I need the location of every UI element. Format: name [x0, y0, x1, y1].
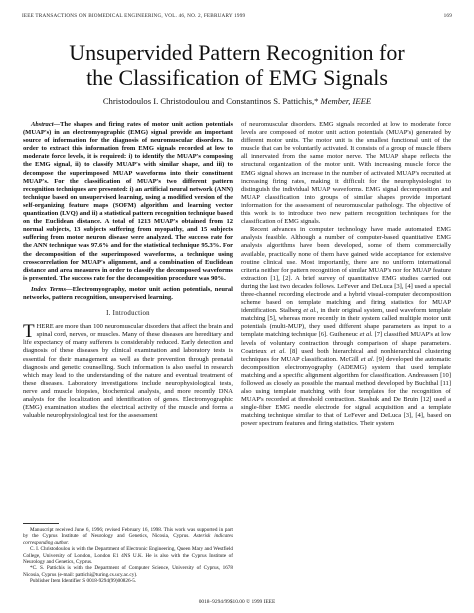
journal-header: IEEE TRANSACTIONS ON BIOMEDICAL ENGINEERING, VOL. 46, NO. 2, FEBRUARY 1999	[22, 13, 246, 19]
paper-title	[0, 40, 474, 90]
author-names: Christodoulos I. Christodoulou and Constantinos S. Pattichis,*	[102, 96, 319, 106]
running-header	[22, 13, 452, 19]
footnote-divider	[23, 523, 59, 524]
page-number: 169	[443, 13, 452, 19]
right-column	[241, 121, 451, 429]
drop-cap: T	[23, 321, 35, 343]
section-heading: I. Introduction	[106, 310, 150, 318]
paragraph-2-part-b: , in their original system, used waveform template matching [5], whereas more recently in their system called multiple motor unit potentials (multi-MUP), they used different shape parameters as input to a template matching technique [6]. Guiheneuc	[241, 307, 452, 339]
paragraph-2-part-d: [8] used both hierarchical and nonhierarchical clustering techniques for MUAP classification. McGill	[241, 347, 451, 363]
footnote-publisher-id: Publisher Item Identifier S 0018-9294(99)00826-5.	[30, 578, 137, 585]
paragraph-2-part-a: Recent advances in computer technology have made automated EMG analysis feasible. Although a number of computer-based quantitative EMG analysis algorithms have been developed, some of them commercially available, practically none of them have gained wide acceptance for extensive routine clinical use. Most importantly, there are no uniform international criteria neither for pattern recognition of similar MUAP's nor for MUAP feature extraction [1], [2]. A brief survey of quantitative EMG studies carried out during the last two decades follows. LeFever and DeLuca [3], [4] used a special three-channel recording electrode and a hybrid visual-computer decomposition scheme based on template matching and firing statistics for MUAP identification. Stalberg	[241, 226, 451, 315]
authors	[0, 96, 474, 106]
intro-text: HERE are more than 100 neuromuscular disorders that affect the brain and spinal cord, nerves, or muscles. Many of these diseases are hereditary and life expectancy of many sufferers is considerably reduced. Early detection and diagnosis of these diseases by clinical examination and laboratory tests is essential for their management as well as their prevention through prenatal diagnosis and genetic counselling. Such information is also useful in research which may lead to the understanding of the nature and eventual treatment of these diseases. Laboratory investigations include neurophysiological tests, nerve and muscle biopsies, biochemical analysis, and more recently DNA analysis for the localization and identification of genes. Electromyographic (EMG) examination studies the electrical activity of the muscle and forms a valuable neurophysiological test for the assessment	[23, 323, 233, 420]
index-terms-label: Index Terms—	[31, 285, 73, 293]
index-terms	[23, 286, 233, 302]
et-al-4: et al.	[360, 355, 375, 363]
title-line-2: the Classification of EMG Signals	[86, 65, 388, 90]
copyright-footer: 0018–9294/99$10.00 © 1999 IEEE	[198, 599, 276, 605]
intro-paragraph	[23, 323, 233, 420]
right-paragraph-1: of neuromuscular disorders. EMG signals recorded at low to moderate force levels are composed of motor unit action potentials (MUAP's) generated by different motor units. The motor unit is the smallest functional unit of the muscle that can be voluntarily activated. It consists of a group of muscle fibers all innervated from the same motor nerve. The MUAP shape reflects the structural organization of the motor unit. With increasing muscle force the EMG signal shows an increase in the number of activated MUAP's recruited at increasing firing rates, making it difficult for the neurophysiologist to distinguish the individual MUAP waveforms. EMG signal decomposition and MUAP classification into groups of similar shapes provide important information for the assessment of neuromuscular pathology. The objective of this work is to introduce two new pattern recognition techniques for the classification of EMG signals.	[241, 121, 451, 226]
footnote-author-1: C. I. Christodoulou is with the Department of Electronic Engineering, Queen Mary and Westfield College, University of London, London E1 4NS U.K. He is also with the Cyprus Institute of Neurology and Genetics, Cyprus.	[23, 546, 233, 566]
index-terms-text: Electromyography, motor unit action potentials, neural networks, pattern recognition, unsupervised learning.	[23, 285, 233, 301]
footnotes	[23, 527, 233, 585]
title-line-1: Unsupervided Pattern Recognition for	[69, 40, 405, 65]
left-column	[23, 121, 233, 420]
footnote-asterisk-note: Asterisk indicates corresponding author.	[23, 533, 233, 546]
footnote-author-2: *C. S. Pattichis is with the Department of Computer Science, University of Cyprus, 1678 Nicosia, Cyprus (e-mail: pattichi@turing.cs.ucy.ac.cy).	[23, 565, 233, 578]
paragraph-2-part-e: [9] developed the automatic decomposition electromyography (ADEMG) system that used template matching and a specific alignment algorithm for classification. Andreassen [10] followed as closely as possible the manual method developed by Buchthal [11] also using template matching with four templates for the recognition of MUAP's recorded at threshold contraction. Stashuk and De Bruin [12] used a single-fiber EMG needle electrode for signal acquisition and a template matching technique similar to that of LeFever and DeLuca [3], [4], based on power spectrum features and firing statistics. Their system	[241, 355, 451, 428]
footnote-manuscript-text: Manuscript received June 6, 1996; revised February 16, 1998. This work was supported in part by the Cyprus Institute of Neurology and Genetics, Nicosia, Cyprus.	[23, 527, 233, 540]
right-paragraph-2	[241, 226, 451, 428]
et-al-3: et al.	[270, 347, 286, 355]
abstract	[23, 121, 233, 283]
et-al-2: et al.	[359, 331, 373, 339]
paragraph-2-part-c: [7] classified MUAP's at low levels of voluntary contraction through comparison of shape parameters. Coatrieux	[241, 331, 451, 355]
et-al-1: et al.	[303, 307, 317, 315]
footnote-manuscript	[23, 527, 233, 546]
author-membership: Member, IEEE	[318, 96, 372, 106]
abstract-label: Abstract—	[31, 121, 61, 128]
abstract-text: The shapes and firing rates of motor unit action potentials (MUAP's) in an electromyographic (EMG) signal provide an important source of information for the diagnosis of neuromuscular disorders. In order to extract this information from EMG signals recorded at low to moderate force levels, it is required: i) to identify the MUAP's composing the EMG signal, ii) to classify MUAP's with similar shape, and iii) to decompose the superimposed MUAP waveforms into their constituent MUAP's. For the classification of MUAP's two different pattern recognition techniques are presented: i) an artificial neural network (ANN) technique based on unsupervised learning, using a modified version of the self-organizing feature maps (SOFM) algorithm and learning vector quantization (LVQ) and ii) a statistical pattern recognition technique based on the Euclidean distance. A total of 1213 MUAP's obtained from 12 normal subjects, 13 subjects suffering from myopathy, and 15 subjects suffering from motor neuron disease were analyzed. The success rate for the ANN technique was 97.6% and for the statistical technique 95.3%. For the decomposition of the superimposed waveforms, a technique using crosscorrelation for MUAP's alignment, and a combination of Euclidean distance and area measures in order to classify the decomposed waveforms is presented. The success rate for the decomposition procedure was 90%.	[23, 121, 233, 282]
